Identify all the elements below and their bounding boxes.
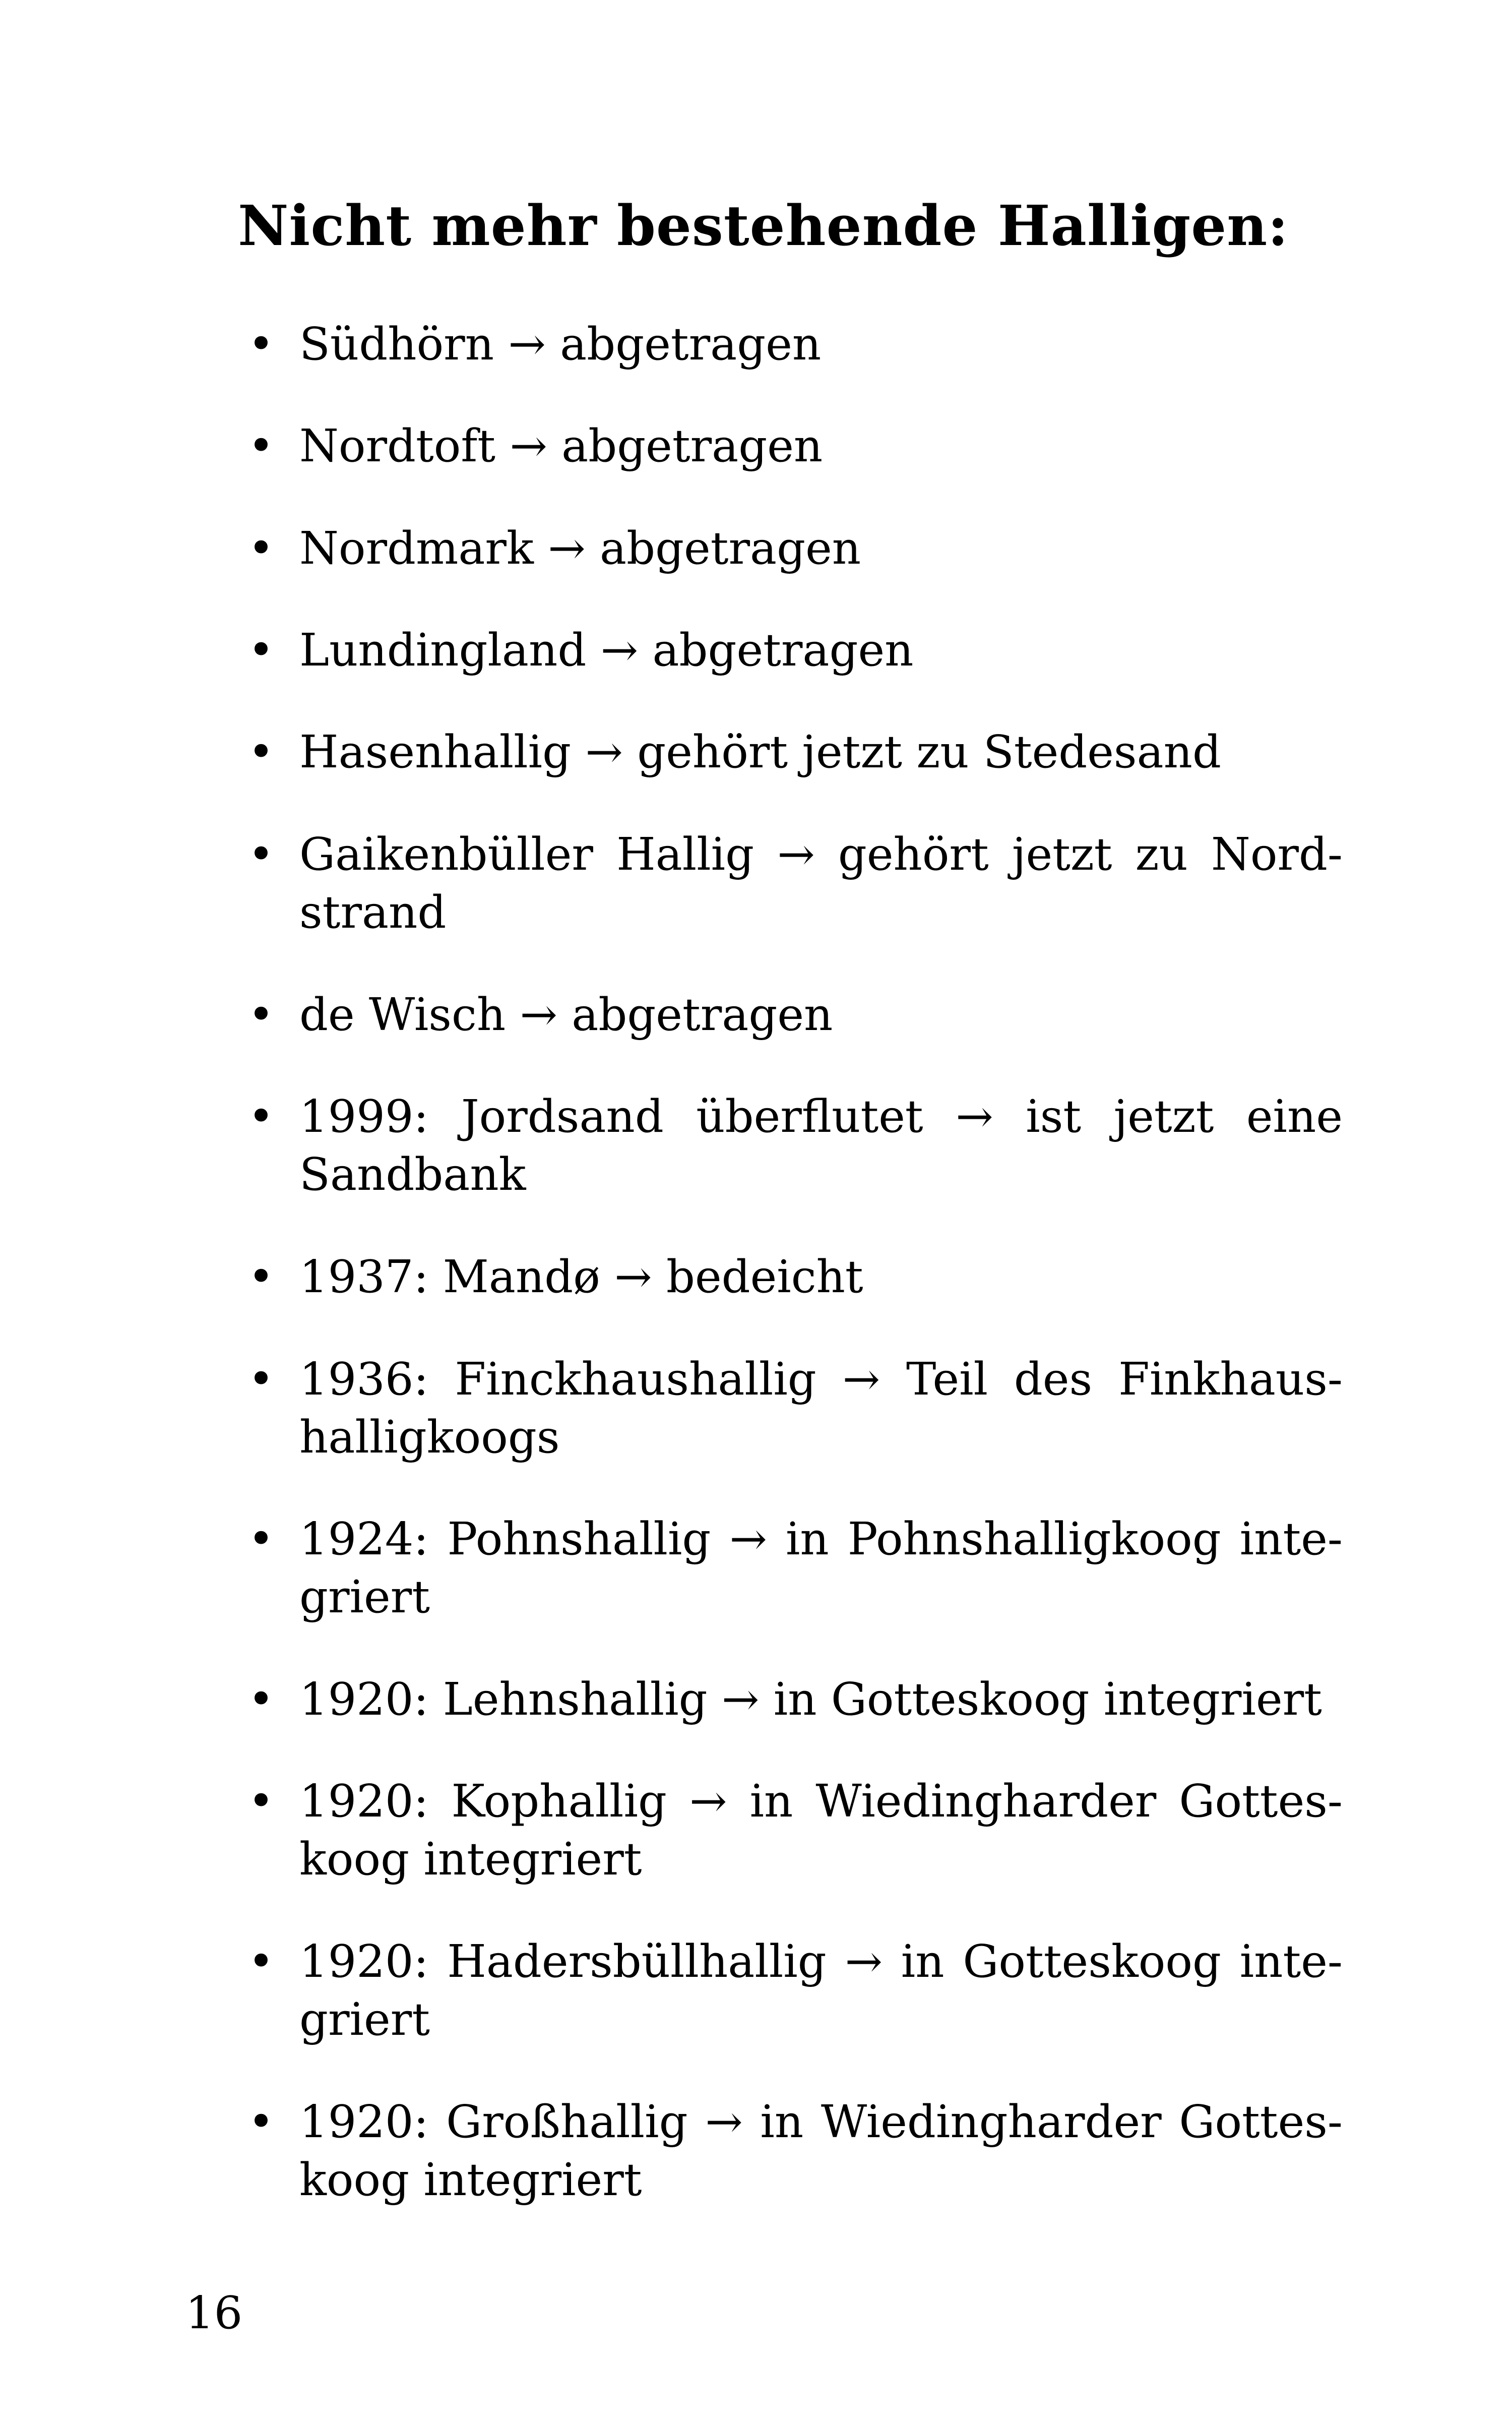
- list-item-text: de Wisch → abgetragen: [299, 988, 833, 1041]
- bullet-icon: •: [247, 624, 275, 676]
- list-item: [247, 1670, 1343, 1728]
- bullet-icon: •: [247, 318, 275, 370]
- bullet-icon: •: [247, 1512, 275, 1565]
- list-item: [247, 1772, 1343, 1888]
- bullet-icon: •: [247, 1935, 275, 1987]
- list-item: [247, 1248, 1343, 1306]
- bullet-icon: •: [247, 988, 275, 1041]
- list-item-text: 1920: Lehnshallig → in Gotteskoog integriert: [299, 1673, 1322, 1725]
- list-item-text: 1920: Großhallig → in Wiedingharder Gotteskoog integriert: [299, 2095, 1343, 2206]
- list-item-text: Südhörn → abgetragen: [299, 318, 822, 370]
- list-item-text: 1936: Finckhaushallig → Teil des Finkhaushalligkoogs: [299, 1353, 1343, 1463]
- bullet-icon: •: [247, 1250, 275, 1303]
- bullet-icon: •: [247, 419, 275, 472]
- page-title: Nicht mehr bestehende Halligen:: [238, 193, 1289, 258]
- list-item-text: Gaikenbüller Hallig → gehört jetzt zu Nordstrand: [299, 828, 1343, 938]
- list-item-text: 1920: Hadersbüllhallig → in Gotteskoog integriert: [299, 1935, 1343, 2045]
- list-item-text: 1924: Pohnshallig → in Pohnshalligkoog integriert: [299, 1512, 1343, 1623]
- bullet-icon: •: [247, 725, 275, 778]
- list-item-text: Lundingland → abgetragen: [299, 624, 914, 676]
- bullet-icon: •: [247, 1353, 275, 1405]
- list-item: [247, 1350, 1343, 1466]
- list-item-text: 1920: Kophallig → in Wiedingharder Gotteskoog integriert: [299, 1775, 1343, 1885]
- list-item: [247, 519, 1343, 577]
- bullet-icon: •: [247, 1673, 275, 1725]
- bullet-icon: •: [247, 828, 275, 880]
- list-item: [247, 315, 1343, 373]
- list-item: [247, 723, 1343, 781]
- list-item: [247, 1087, 1343, 1203]
- list-item-text: 1999: Jordsand überflutet → ist jetzt eine Sandbank: [299, 1090, 1343, 1200]
- bullet-icon: •: [247, 2095, 275, 2148]
- list-item-text: 1937: Mandø → bedeicht: [299, 1250, 863, 1303]
- list-item: [247, 417, 1343, 475]
- list-item-text: Nordmark → abgetragen: [299, 522, 861, 574]
- list-item: [247, 621, 1343, 679]
- list-item: [247, 1510, 1343, 1626]
- bullet-icon: •: [247, 1090, 275, 1142]
- page-number: 16: [185, 2286, 243, 2339]
- list-item: [247, 1932, 1343, 2048]
- list-item: [247, 986, 1343, 1044]
- list-item: [247, 825, 1343, 941]
- list-item-text: Hasenhallig → gehört jetzt zu Stedesand: [299, 725, 1221, 778]
- bullet-icon: •: [247, 522, 275, 574]
- list-item: [247, 2093, 1343, 2209]
- bullet-icon: •: [247, 1775, 275, 1827]
- list-item-text: Nordtoft → abgetragen: [299, 419, 823, 472]
